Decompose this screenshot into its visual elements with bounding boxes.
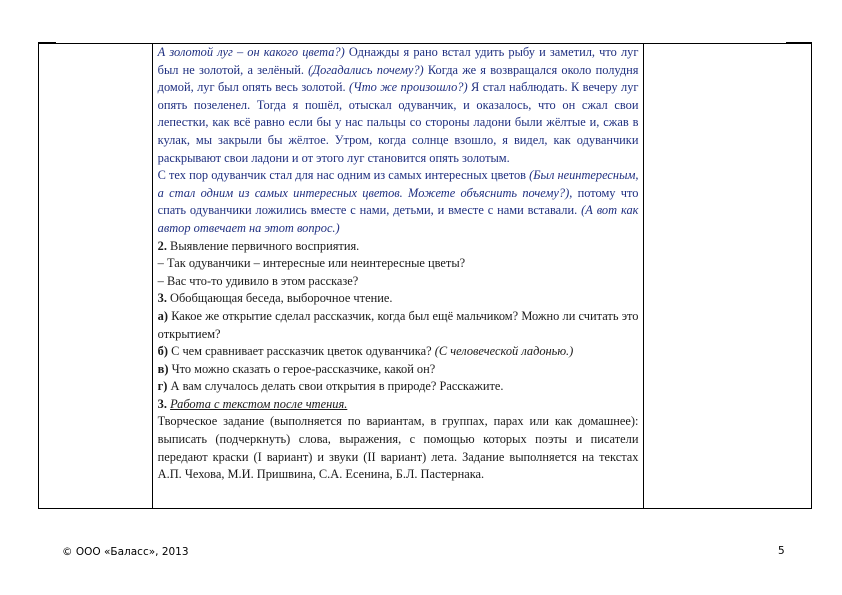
table-cell-left xyxy=(39,44,153,509)
question-label: в) xyxy=(157,361,169,376)
story-text: Когда же я xyxy=(423,62,487,77)
question-text: Какое же открытие сделал рассказчик, когда был ещё мальчиком? Можно ли считать это открытием? xyxy=(157,308,639,341)
question-label: а) xyxy=(157,308,168,323)
question-label: г) xyxy=(157,379,168,394)
story-text: что луг был не золотой, а зелёный. xyxy=(157,45,639,77)
section-number: 3. xyxy=(157,396,167,411)
table-cell-right xyxy=(644,44,812,509)
question-g xyxy=(158,378,639,396)
story-paragraph-1 xyxy=(158,44,639,167)
page-number: 5 xyxy=(778,545,785,557)
section-number: 2. xyxy=(157,238,167,253)
section-2-question-2: – Вас что-то удивило в этом рассказе? xyxy=(157,273,359,288)
story-question: (Догадались почему?) xyxy=(308,62,424,77)
story-text: , потому что спать одуванчики ложились вместе с нами, детьми, и вместе с нами вставали. xyxy=(157,185,639,218)
question-text: Что можно сказать о герое-рассказчике, какой он? xyxy=(168,361,436,376)
creative-task: Творческое задание (выполняется по вариантам, в группах, парах или как домашнее): выписать (подчеркнуть) слова, выражения, с помощью которых поэты и писатели передают краски (I вариант) и звуки (II вариант) лета. Задание выполняется на текстах А.П. Чехова, М.И. Пришвина, С.А. Есенина, Б.Л. Пастернака. xyxy=(157,414,639,482)
story-question: А золотой луг – он какого цвета?) xyxy=(157,45,345,59)
story-question: (Был неинтересным, а стал одним из самых интересных цветов. Можете объяснить почему?) xyxy=(157,168,639,200)
table-row xyxy=(39,44,812,509)
question-v xyxy=(158,361,639,379)
section-title: Обобщающая беседа, выборочное чтение. xyxy=(166,291,393,306)
story-text: возвращался около полудня домой, луг был опять весь золотой. xyxy=(157,62,639,95)
story-text: Я стал наблюдать. К вечеру луг опять позеленел. Тогда я пошёл, отыскал одуванчик, и оказалось, что он сжал свои лепестки, как всё равно если бы у нас пальцы со стороны ладони были жёлтые и, сжав в кулак, мы закрыли бы жёлтое. Утром, когда солнце взошло, я видел, как одуванчики раскрывают свои ладони и от этого луг становится опять золотым. xyxy=(157,80,639,165)
section-title: Выявление первичного восприятия. xyxy=(166,238,360,253)
story-text: С тех пор одуванчик стал для нас одним из самых интересных цветов xyxy=(157,168,530,183)
table-cell-content xyxy=(152,44,644,509)
section-2-question-1: – Так одуванчики – интересные или неинтересные цветы? xyxy=(157,256,466,271)
story-question: (Что же xyxy=(349,80,398,95)
question-a xyxy=(158,308,639,343)
story-paragraph-2 xyxy=(158,167,639,237)
story-question: (А вот как автор отвечает на этот вопрос.) xyxy=(157,203,639,235)
story-question: произошло?) xyxy=(400,80,468,95)
section-2-heading xyxy=(158,238,639,256)
footer-copyright: © ООО «Баласс», 2013 xyxy=(62,546,189,558)
question-label: б) xyxy=(157,344,168,359)
question-answer: (С человеческой ладонью.) xyxy=(434,344,574,359)
question-text: А вам случалось делать свои открытия в природе? Расскажите. xyxy=(167,379,504,394)
lesson-content xyxy=(153,44,644,484)
section-title: Работа с текстом после чтения. xyxy=(170,396,348,411)
question-b xyxy=(158,343,639,361)
section-3-heading xyxy=(158,290,639,308)
question-text: С чем сравнивает рассказчик цветок одуванчика? xyxy=(167,344,435,359)
lesson-table xyxy=(38,43,812,509)
story-text: Однажды я рано встал удить рыбу и заметил, xyxy=(344,45,595,59)
section-3b-heading xyxy=(158,396,639,414)
section-number: 3. xyxy=(157,291,167,306)
